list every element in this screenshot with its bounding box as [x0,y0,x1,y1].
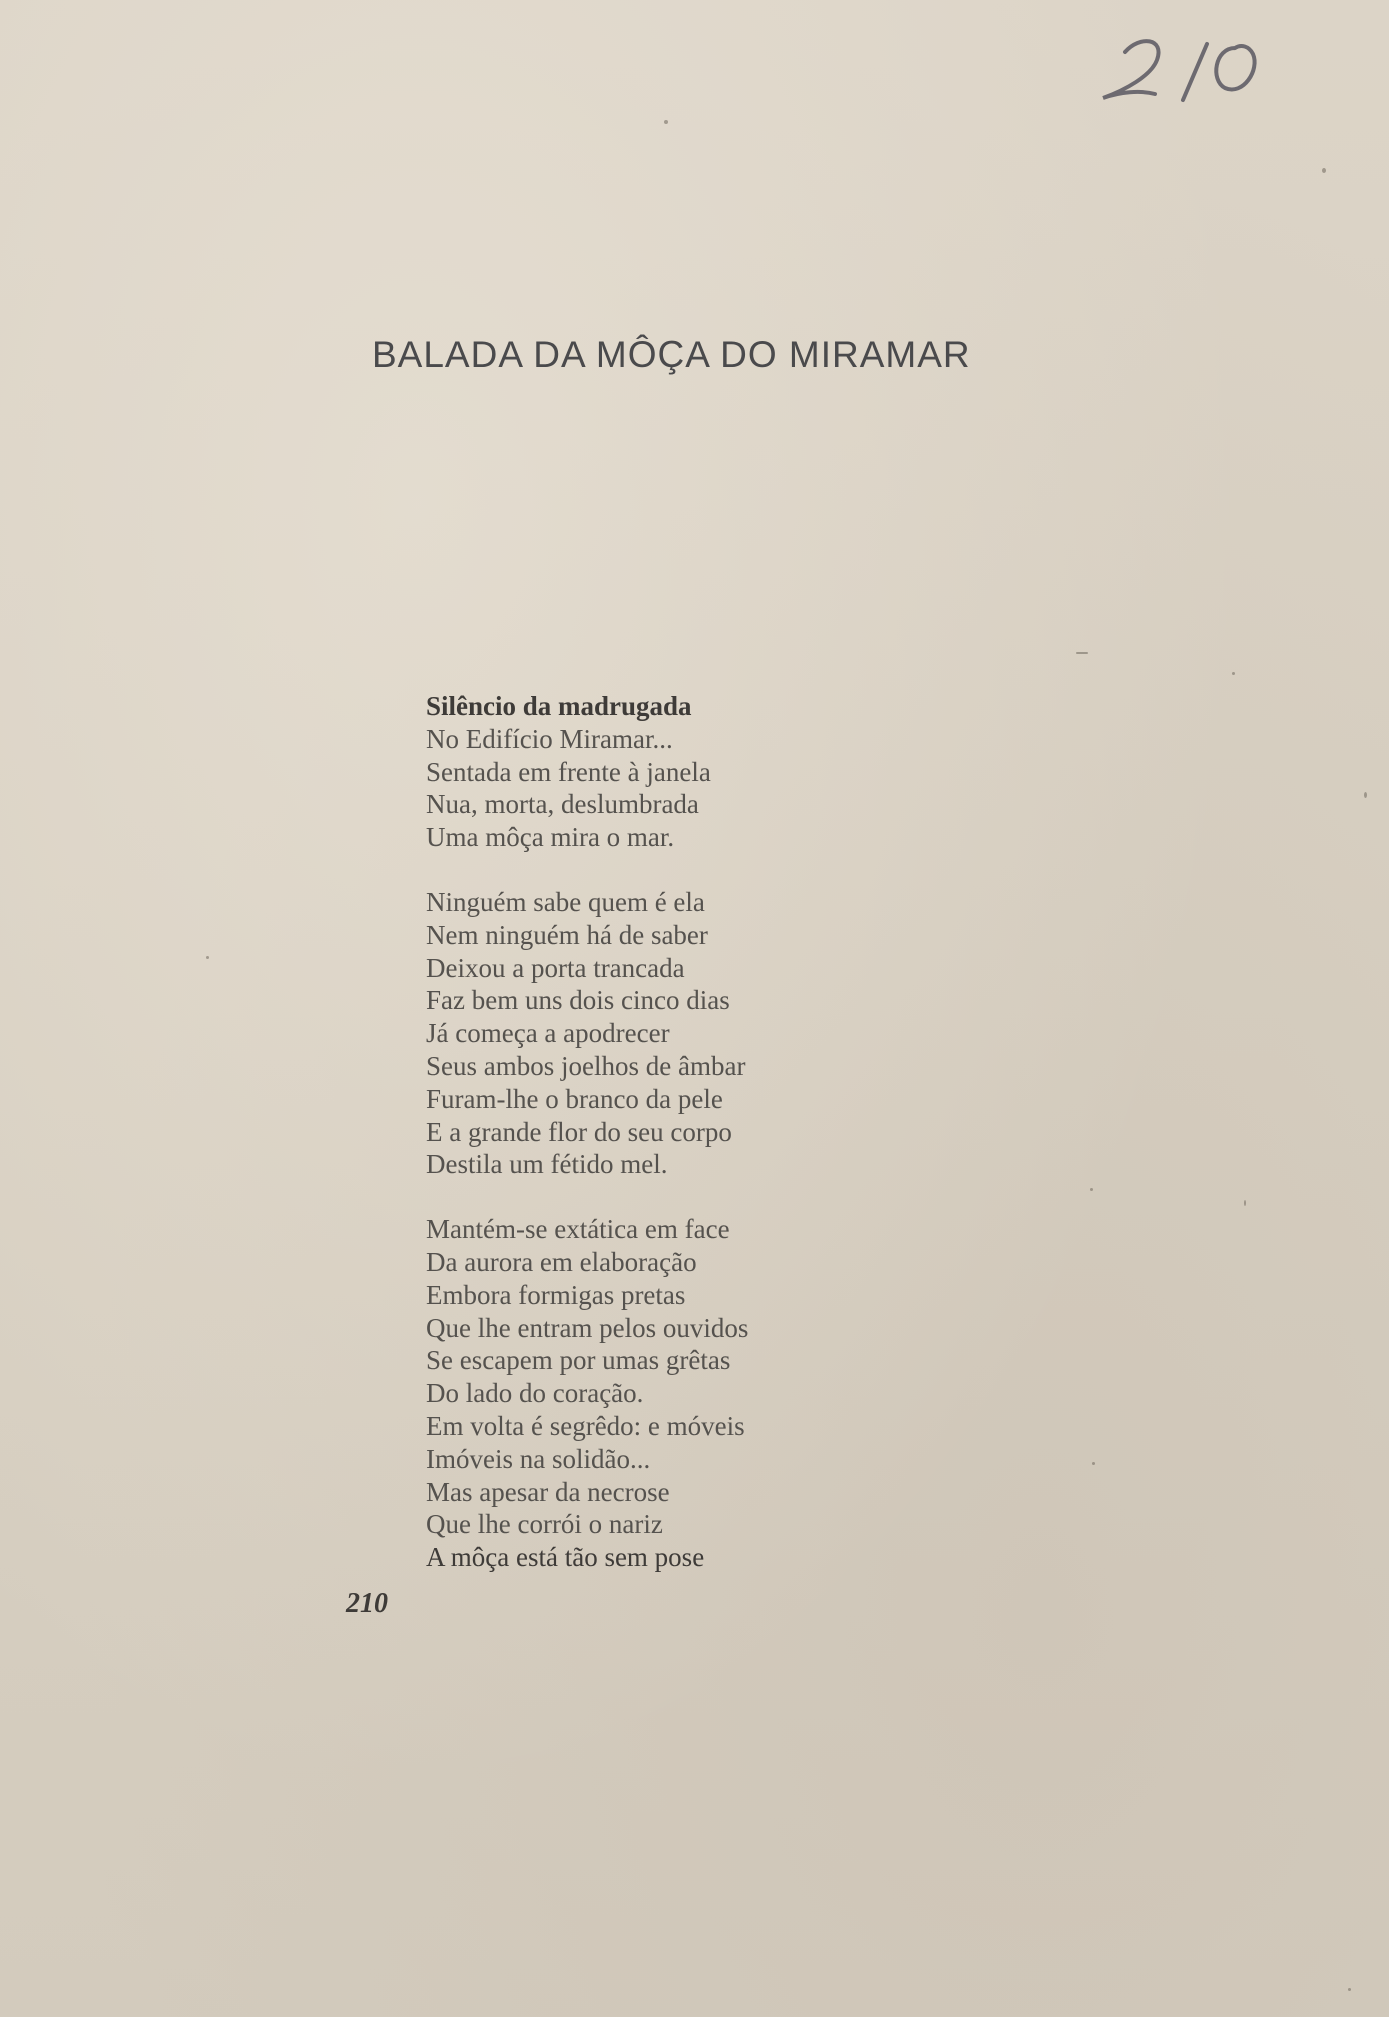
paper-speck [1076,652,1088,654]
poem-line: Que lhe entram pelos ouvidos [426,1312,749,1343]
paper-speck [1092,1462,1095,1465]
poem-line: Nua, morta, deslumbrada [426,789,699,820]
poem-line: Já começa a apodrecer [426,1018,670,1049]
page-number: 210 [346,1588,388,1619]
poem-line: Imóveis na solidão... [426,1443,651,1474]
stanza-3 [426,1213,748,1574]
stanza-2 [426,886,748,1181]
poem-line: Silêncio da madrugada [426,691,692,721]
poem-line: E a grande flor do seu corpo [426,1116,732,1147]
poem-line: Mas apesar da necrose [426,1476,670,1507]
poem-line: Mantém-se extática em face [426,1214,730,1245]
poem-body [426,690,748,1606]
paper-speck [206,956,209,959]
poem-line: Uma môça mira o mar. [426,822,675,853]
poem-line: Da aurora em elaboração [426,1246,697,1277]
paper-speck [1348,1988,1351,1991]
paper-speck [1232,672,1235,675]
paper-speck [664,120,668,124]
paper-speck [1244,1200,1246,1206]
poem-line: Em volta é segrêdo: e móveis [426,1410,745,1441]
poem-line: No Edifício Miramar... [426,723,673,754]
poem-line: Deixou a porta trancada [426,952,685,983]
paper-speck [1322,168,1326,173]
poem-line: Ninguém sabe quem é ela [426,886,705,917]
poem-line: Que lhe corrói o nariz [426,1509,663,1540]
poem-line: A môça está tão sem pose [426,1542,705,1573]
poem-line: Faz bem uns dois cinco dias [426,985,730,1016]
paper-speck [1364,792,1367,798]
poem-line: Sentada em frente à janela [426,756,711,787]
paper-speck [1090,1188,1093,1191]
poem-title: BALADA DA MÔÇA DO MIRAMAR [372,334,971,375]
poem-line: Do lado do coração. [426,1378,644,1409]
poem-line: Seus ambos joelhos de âmbar [426,1050,746,1081]
poem-line: Furam-lhe o branco da pele [426,1083,723,1114]
stanza-1 [426,690,748,854]
handwritten-page-number [1085,30,1275,115]
poem-line: Se escapem por umas grêtas [426,1345,731,1376]
poem-line: Embora formigas pretas [426,1279,686,1310]
poem-line: Destila um fétido mel. [426,1149,668,1180]
poem-line: Nem ninguém há de saber [426,919,708,950]
